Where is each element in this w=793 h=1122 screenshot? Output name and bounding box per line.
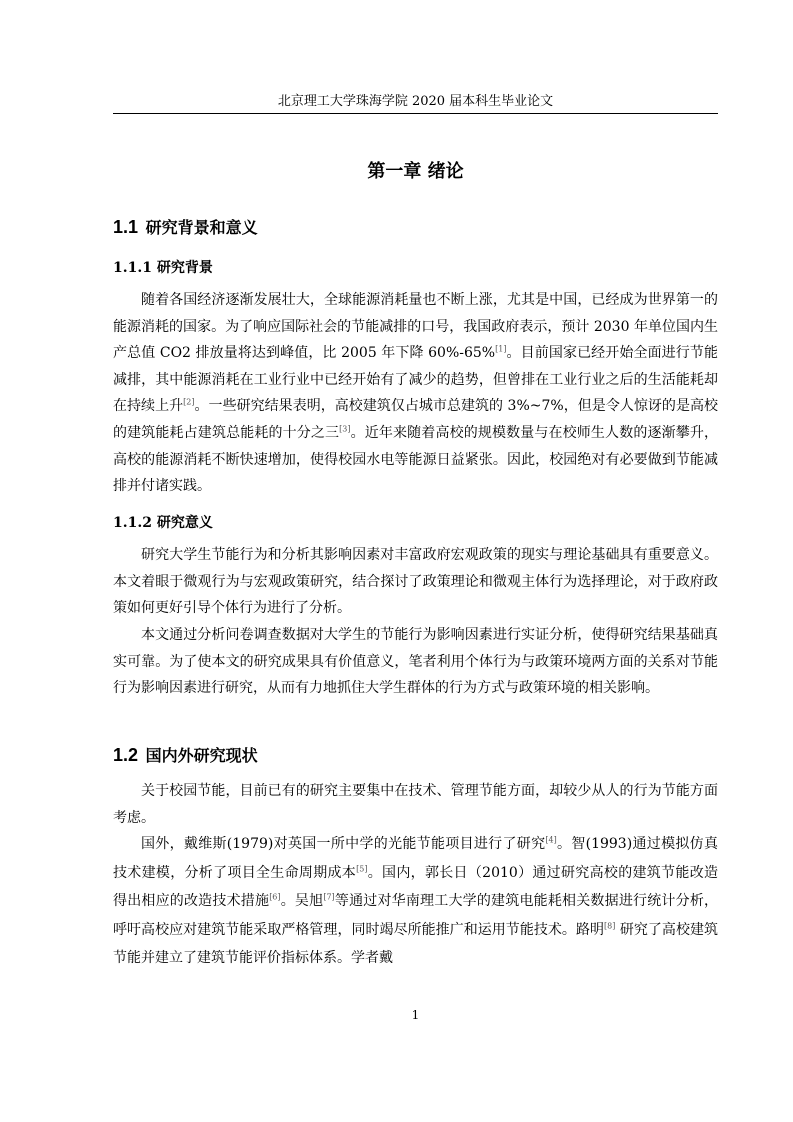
paragraph-research-background [113, 287, 718, 500]
header-rule [113, 113, 718, 114]
citation-ref: [6] [269, 892, 281, 902]
citation-ref: [4] [545, 835, 557, 845]
subsection-heading-1-1-2: 1.1.2 研究意义 [113, 515, 213, 531]
page-header: 北京理工大学珠海学院 2020 届本科生毕业论文 [277, 94, 554, 109]
paragraph-text: 。一些研究结果表明，高校建筑仅占城市总建筑的 3%~7%，但是令人惊讶的是高校的建筑能耗占建筑总能耗的十分之三 [113, 398, 718, 441]
section-title: 研究背景和意义 [145, 218, 258, 237]
citation-ref: [7] [323, 892, 335, 902]
paragraph-text: 。智(1993)通过模拟仿真技术建模，分析了项目全生命周期成本 [113, 836, 718, 881]
paragraph-text: 。国内，郭长日（2010）通过研究高校的建筑节能改造得出相应的改造技术措施 [113, 864, 718, 910]
paragraph-research-significance: 研究大学生节能行为和分析其影响因素对丰富政府宏观政策的现实与理论基础具有重要意义。本文着眼于微观行为与宏观政策研究，结合探讨了政策理论和微观主体行为选择理论，对于政府政策如何更好引导个体行为进行了分析。 [113, 547, 718, 617]
paragraph-research-method: 本文通过分析问卷调查数据对大学生的节能行为影响因素进行实证分析，使得研究结果基础真实可靠。为了使本文的研究成果具有价值意义，笔者利用个体行为与政策环境两方面的关系对节能行为影响因素进行研究，从而有力地抓住大学生群体的行为方式与政策环境的相关影响。 [113, 627, 718, 697]
chapter-title: 第一章 绪论 [367, 161, 464, 182]
section-heading-1-2 [113, 744, 258, 767]
citation-ref: [3] [339, 424, 351, 434]
paragraph-text: 。目前国家已经开始全面进行节能减排，其中能源消耗在工业行业中已经开始有了减少的趋势，但曾排在工业行业之后的生活能耗却在持续上升 [113, 345, 718, 415]
paragraph-text: 等通过对华南理工大学的建筑电能耗相关数据进行统计分析，呼吁高校应对建筑节能采取严格管理，同时竭尽所能推广和运用节能技术。路明 [113, 893, 719, 938]
section-number: 1.2 [113, 745, 139, 765]
page-number: 1 [411, 1008, 420, 1022]
paragraph-text: 。近年来随着高校的规模数量与在校师生人数的逐渐攀升，高校的能源消耗不断快速增加，使得校园水电等能源日益紧张。因此，校园绝对有必要做到节能减排并付诸实践。 [113, 424, 719, 495]
section-number: 1.1 [113, 217, 139, 237]
paragraph-text: 研究了高校建筑节能并建立了建筑节能评价指标体系。学者戴 [113, 921, 719, 967]
citation-ref: [1] [495, 344, 507, 354]
paragraph-text: 。吴旭 [280, 893, 324, 910]
citation-ref: [8] [604, 921, 616, 931]
paragraph-campus-energy: 关于校园节能，目前已有的研究主要集中在技术、管理节能方面，却较少从人的行为节能方面考虑。 [113, 783, 718, 826]
section-heading-1-1 [113, 216, 258, 239]
paragraph-text: 国外，戴维斯(1979)对英国一所中学的光能节能项目进行了研究 [141, 836, 546, 852]
paragraph-literature-review [113, 830, 718, 973]
citation-ref: [5] [356, 863, 368, 873]
section-title: 国内外研究现状 [145, 746, 258, 765]
citation-ref: [2] [183, 397, 195, 407]
paragraph-text: 随着各国经济逐渐发展壮大，全球能源消耗量也不断上涨，尤其是中国，已经成为世界第一的能源消耗的国家。为了响应国际社会的节能减排的口号，我国政府表示，预计 2030 年单位国内生产总值 CO2 排放量将达到峰值，比 2005 年下降 60%-65% [113, 292, 718, 362]
subsection-heading-1-1-1: 1.1.1 研究背景 [113, 260, 213, 276]
